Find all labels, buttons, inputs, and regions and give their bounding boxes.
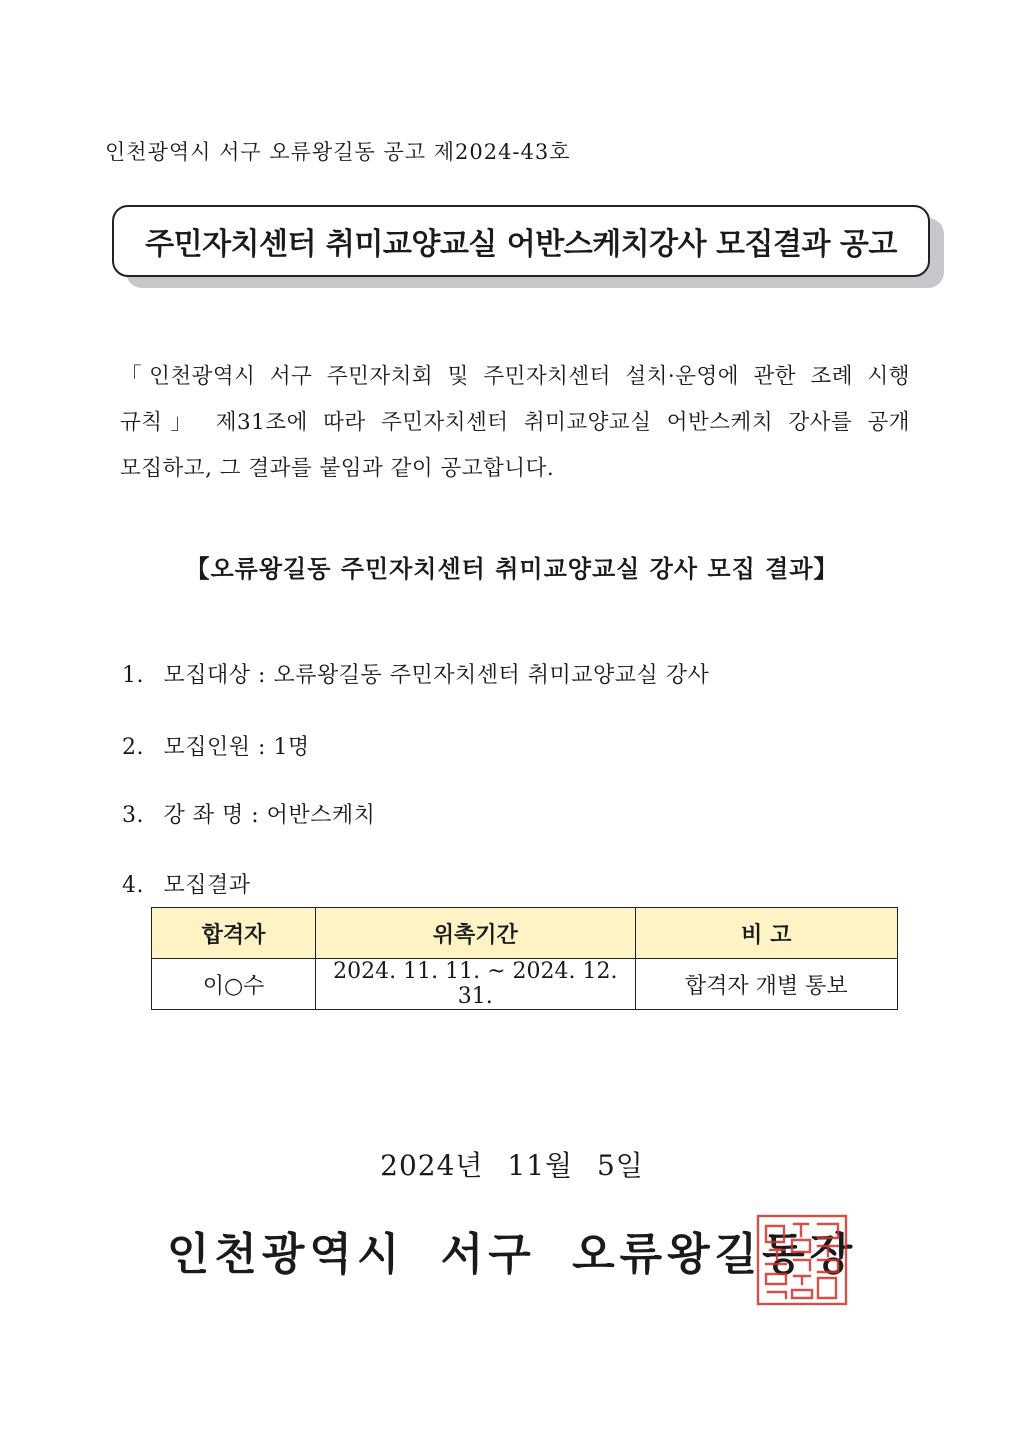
- body-paragraph: [120, 354, 910, 492]
- item-number: 4.: [122, 873, 144, 898]
- table-row: [152, 959, 898, 1010]
- item-separator: :: [258, 663, 266, 688]
- item-separator: :: [258, 735, 266, 760]
- item-value: 어반스케치: [266, 803, 376, 828]
- item-label: 강 좌 명: [163, 803, 244, 828]
- header-successful-applicant: 합격자: [152, 908, 316, 959]
- cell-applicant: 이○수: [152, 959, 316, 1010]
- header-remarks: 비 고: [635, 908, 898, 959]
- official-seal-icon: [752, 1210, 852, 1310]
- item-number: 1.: [122, 663, 144, 688]
- item-separator: :: [251, 803, 260, 828]
- item-recruit-count: [122, 730, 310, 761]
- item-label: 모집결과: [163, 873, 251, 898]
- section-heading: 【오류왕길동 주민자치센터 취미교양교실 강사 모집 결과】: [185, 554, 839, 583]
- header-appointment-period: 위촉기간: [316, 908, 635, 959]
- issuer-name: 인천광역시 서구 오류왕길동장: [166, 1229, 858, 1280]
- item-label: 모집대상: [163, 663, 251, 688]
- document-title: 주민자치센터 취미교양교실 어반스케치강사 모집결과 공고: [145, 227, 897, 262]
- table-header-row: [152, 908, 898, 959]
- item-recruit-result: [122, 868, 251, 899]
- cell-period: 2024. 11. 11. ~ 2024. 12. 31.: [316, 959, 635, 1010]
- item-course-name: [122, 798, 375, 829]
- item-label: 모집인원: [163, 735, 251, 760]
- title-box: [112, 205, 930, 277]
- item-number: 2.: [122, 735, 144, 760]
- item-value: 오류왕길동 주민자치센터 취미교양교실 강사: [273, 663, 710, 688]
- issue-date: 2024년 11월 5일: [380, 1149, 644, 1182]
- item-number: 3.: [122, 803, 144, 828]
- body-line: 모집하고, 그 결과를 붙임과 같이 공고합니다.: [120, 456, 555, 481]
- notice-number: 인천광역시 서구 오류왕길동 공고 제2024-43호: [105, 140, 571, 164]
- body-line: 「인천광역시 서구 주민자치회 및 주민자치센터 설치·운영에 관한 조례 시행: [120, 364, 910, 389]
- item-value: 1명: [273, 735, 310, 760]
- body-line: 규칙」 제31조에 따라 주민자치센터 취미교양교실 어반스케치 강사를 공개: [120, 410, 910, 435]
- cell-remarks: 합격자 개별 통보: [635, 959, 898, 1010]
- item-recruit-target: [122, 658, 709, 689]
- results-table: [151, 907, 898, 1010]
